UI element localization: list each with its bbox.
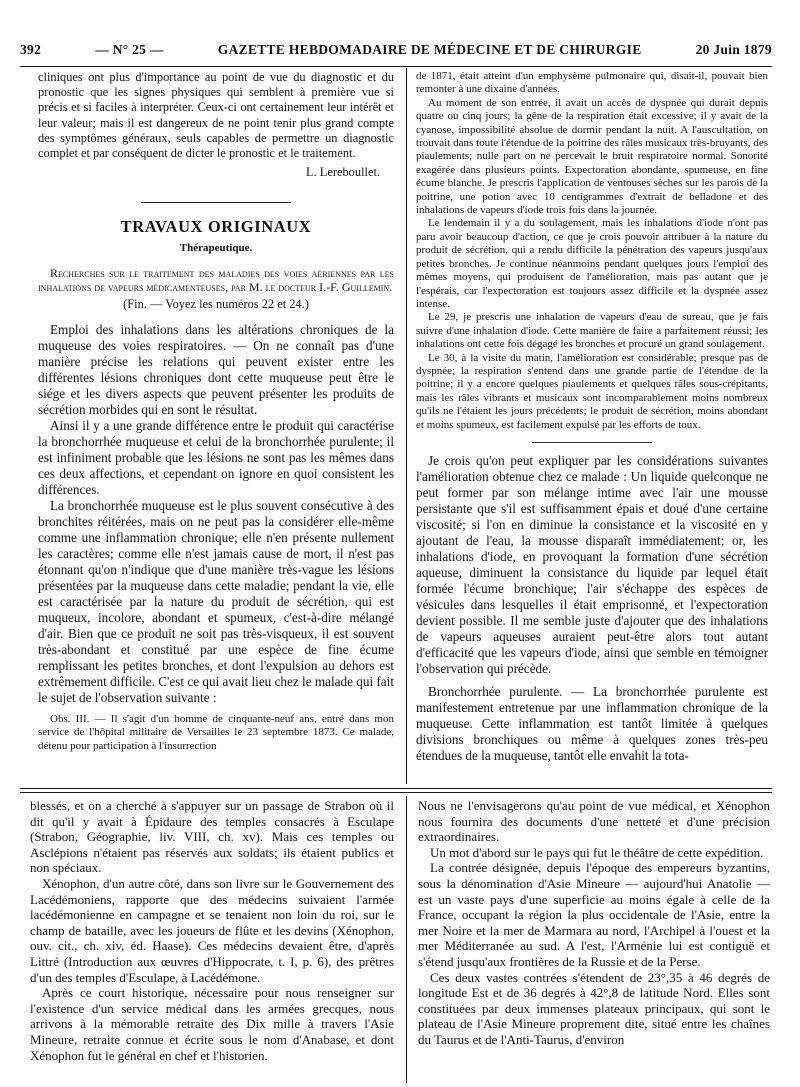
feuilleton-rule [20, 788, 772, 789]
issue-number: — N° 25 — [95, 42, 164, 57]
body-paragraph: Je crois qu'on peut expliquer par les considérations suivantes l'amélioration obtenue chez ce malade : Un liquide quelconque ne peut former par son mélange intime avec l'air une mousse persistante que s'il est suffisamment épais et doué d'une certaine viscosité; si l'on en diminue la consistance et la viscosité en y ajoutant de l'eau, la mousse disparaît immédiatement; or, les inhalations d'iode, en provoquant la formation d'une sécrétion aqueuse, diminuent la consistance du liquide par lequel était formée l'écume bronchique; l'air s'échappe des espèces de vésicules dans lesquelles il était emprisonné, et l'expectoration devient possible. Il me semble juste d'ajouter que des inhalations de vapeurs aqueuses auraient peut-être alors tout autant d'efficacité que les vapeurs d'iode, ainsi que semble en témoigner l'observation qui précède. [416, 452, 768, 676]
body-paragraph: Ainsi il y a une grande différence entre le produit qui caractérise la bronchorrhée muqueuse et celui de la bronchorrhée purulente; il est infiniment probable que les lésions ne sont pas les mêmes dans ces deux affections, et cependant on ignore en quoi consistent les différences. [38, 418, 394, 498]
article-title: Recherches sur le traitement des maladies des voies aériennes par les inhalations de vapeurs médicamenteuses, par M. le docteur I.-F. Guillemin. [38, 265, 394, 295]
journal-title: GAZETTE HEBDOMADAIRE DE MÉDECINE ET DE CHIRURGIE [217, 42, 642, 57]
observation-paragraph: Au moment de son entrée, il avait un accès de dyspnée qui durait depuis quatre ou cinq jours; la gêne de la respiration était excessive; il y avait de la cyanose, impossibilité absolue de dormir pendant la nuit. A l'auscultation, on trouvait dans toute l'étendue de la poitrine des râles musicaux très-bruyants, des piaulements; nulle part on ne percevait le bruit respiratoire normal. Sonorité exagérée dans plusieurs points. Expectoration abondante, spumeuse, en fine écume blanche. Je prescris l'application de ventouses sèches sur les parois de la poitrine, une potion avec 10 centigrammes d'extrait de belladone et des inhalations de vapeurs d'iode trois fois dans la journée. [416, 96, 768, 217]
signature: L. Lereboullet. [306, 165, 380, 180]
intro-paragraph: cliniques ont plus d'importance au point de vue du diagnostic et du pronostic que les signes physiques qui semblent à première vue si précis et si faciles à interpréter. Ceux-ci ont certainement leur intérêt et leur valeur; mais il est dangereux de ne point tenir plus grand compte des symptômes généraux, seuls capables de permettre un diagnostic complet et par conséquent de dicter le pronostic et le traitement. [38, 70, 394, 161]
page-header [20, 42, 772, 64]
feuilleton-rule-2 [20, 792, 772, 793]
body-paragraph: La contrée désignée, depuis l'époque des empereurs byzantins, sous la dénomination d'Asie Mineure — aujourd'hui Anatolie — est un vaste pays d'une superficie au moins égale à celle de la France, occupant la région la plus occidentale de l'Asie, entre la mer Noire et la mer de Marmara au nord, l'Archipel à l'ouest et la mer Méditerranée au sud. A l'est, l'Arménie lui est contiguë et s'étend jusqu'aux frontières de la Russie et de la Perse. [418, 860, 770, 969]
body-paragraph: Nous ne l'envisagerons qu'au point de vue médical, et Xénophon nous fournira des documents d'une netteté et d'une précision extraordinaires. [418, 798, 770, 845]
body-paragraph: La bronchorrhée muqueuse est le plus souvent consécutive à des bronchites réitérées, mais on ne peut pas la considérer elle-même comme une inflammation chronique; elle n'en présente nullement les caractères; comme elle n'est jamais cause de mort, il n'est pas étonnant qu'on n'indique que d'une manière très-vague les lésions présentées par la muqueuse dans cette maladie; pendant la vie, elle est caractérisée par la nature du produit de sécrétion, qui est muqueux, incolore, abondant et spumeux, c'est-à-dire mélangé d'air. Bien que ce produit ne soit pas très-visqueux, il est souvent très-abondant et constitué par une espèce de fine écume remplissant les petites bronches, et dont l'expulsion au dehors est extrêmement difficile. C'est ce qui avait lieu chez le malade qui fait le sujet de l'observation suivante : [38, 498, 394, 706]
bottom-left-column [30, 798, 394, 1083]
observation-paragraph: de 1871, était atteint d'un emphysème pulmonaire qui, disait-il, pouvait bien remonter à une dixaine d'années. [416, 70, 768, 96]
body-paragraph: Après ce court historique, nécessaire pour nous renseigner sur l'existence d'un service médical dans les armées grecques, nous arrivons à la mémorable retraite des Dix mille à travers l'Asie Mineure, retraite connue et écrite sous le nom d'Anabase, et dont Xénophon fut le général en chef et l'historien. [30, 985, 394, 1063]
body-paragraph: Xénophon, d'un autre côté, dans son livre sur le Gouvernement des Lacédémoniens, rapporte que des médecins suivaient l'armée lacédémonienne en campagne et se tenaient non loin du roi, sur le champ de bataille, avec les joueurs de flûte et les devins (Xénophon, ouv. cit., ch. xiv, éd. Haase). Ces médecins devaient être, d'après Littré (Introduction aux œuvres d'Hippocrate, t. I, p. 6), des prêtres d'un des temples d'Esculape, à Lacédémone. [30, 875, 394, 985]
body-paragraph: Emploi des inhalations dans les altérations chroniques de la muqueuse des voies respiratoires. — On ne connaît pas d'une manière précise les relations qui peuvent exister entre les différentes lésions chroniques dont cette muqueuse peut être le siége et les divers aspects que peuvent présenter les produits de sécrétion morbides qui en sont le résultat. [38, 322, 394, 418]
issue-date: 20 Juin 1879 [695, 42, 772, 57]
section-subtitle: Thérapeutique. [179, 241, 253, 254]
header-rule [20, 66, 772, 67]
right-column [416, 70, 768, 782]
observation-paragraph: Le lendemain il y a du soulagement, mais les inhalations d'iode n'ont pas paru avoir beaucoup d'action, ce que je crois pouvoir attribuer à la nature du produit de sécrétion, qui a rendu difficile la pénétration des vapeurs jusqu'aux petites bronches. Je continue néanmoins pendant quelques jours l'emploi des mêmes moyens, qui produisent de l'amélioration, mais pas autant que je l'espérais, car l'expectoration est toujours assez difficile et la dyspnée assez intense. [416, 217, 768, 310]
section-title: TRAVAUX ORIGINAUX [120, 217, 312, 237]
observation-paragraph: Le 29, je prescris une inhalation de vapeurs d'eau de sureau, que je fais suivre d'une inhalation d'iode. Cette manière de faire a parfaitement réussi; les inhalations ont cette fois dégagé les bronches et procuré un grand soulagement. [416, 311, 768, 351]
left-column [38, 70, 394, 782]
bottom-right-column [418, 798, 770, 1083]
body-paragraph: Ces deux vastes contrées s'étendent de 23°,35 à 46 degrés de longitude Est et de 36 degrés à 42°,8 de latitude Nord. Elles sont constituées par deux immenses plateaux principaux, qui sont le plateau de l'Asie Mineure proprement dite, situé entre les chaînes du Taurus et de l'Anti-Taurus, d'environ [418, 969, 770, 1047]
column-divider-bottom [406, 796, 407, 1083]
column-divider-top [406, 68, 407, 784]
observation-paragraph: Obs. III. — Il s'agit d'un homme de cinquante-neuf ans, entré dans mon service de l'hôpital militaire de Versailles le 23 septembre 1873. Ce malade, détenu pour participation à l'insurrection [38, 713, 394, 752]
page-number: 392 [20, 42, 42, 57]
body-paragraph: Un mot d'abord sur le pays qui fut le théâtre de cette expédition. [430, 844, 764, 860]
body-paragraph: Bronchorrhée purulente. — La bronchorrhée purulente est manifestement entretenue par une inflammation chronique de la muqueuse. Cette inflammation est tantôt limitée à quelques divisions bronchiques ou même à quelques zones très-peu étendues de la muqueuse, tantôt elle envahit la tota- [416, 683, 768, 763]
observation-paragraph: Le 30, à la visite du matin, l'amélioration est considérable; presque pas de dyspnée; la respiration s'entend dans une grande partie de l'étendue de la poitrine; il y a encore quelques piaulements et quelques râles sous-crépitants, mais les râles vibrants et musicaux sont incomparablement moins nombreux qu'ils ne l'étaient les jours précédents; le produit de sécrétion, moins abondant et moins spumeux, est facilement expulsé par les efforts de toux. [416, 351, 768, 431]
paragraph-separator [532, 442, 652, 443]
section-separator [141, 202, 291, 203]
article-note: (Fin. — Voyez les numéros 22 et 24.) [123, 296, 309, 311]
body-paragraph: blessés, et on a cherché à s'appuyer sur un passage de Strabon où il dit qu'il y avait à Épidaure des temples consacrés à Esculape (Strabon, Géographie, liv. VIII, ch. xv). Mais ces temples ou Asclépions n'étaient pas réservés aux soldats; ils étaient publics et non spéciaux. [30, 798, 394, 876]
